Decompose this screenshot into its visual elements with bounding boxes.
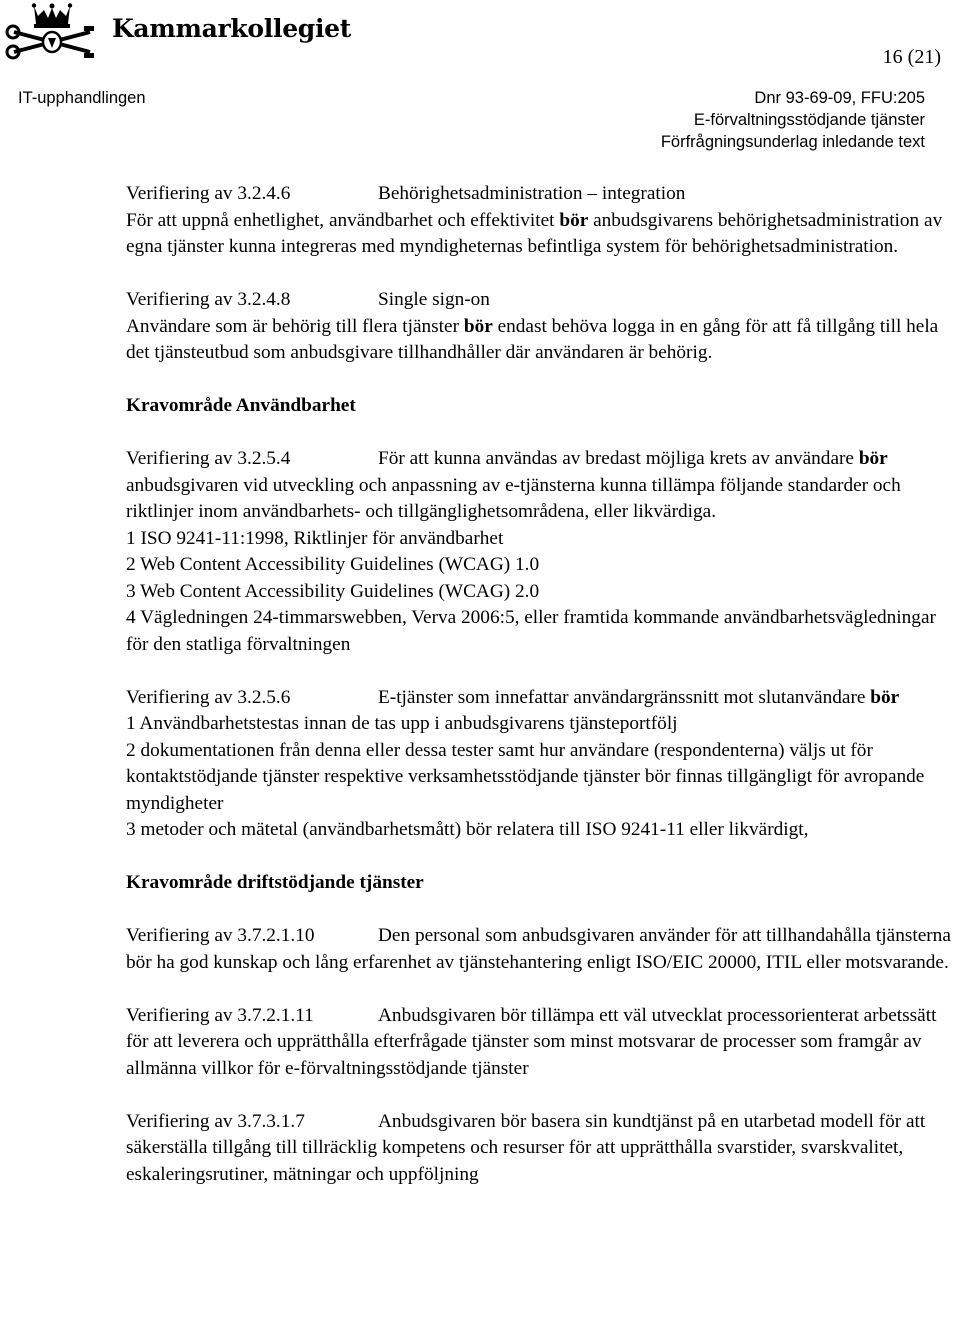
requirement-text: endast behöva logga in en gång för att få tillgång till hela det tjänsteutbud som anbudsgivare tillhandhåller där användaren är behörig. [126, 315, 939, 363]
emphasis-bor: bör [559, 209, 589, 231]
verification-ref: Verifiering av 3.7.2.1.11 [126, 1004, 314, 1026]
requirement-text: anbudsgivaren vid utveckling och anpassning av e-tjänsterna kunna tillämpa följande standarder och riktlinjer inom användbarhets- och tillgänglighetsområdena, eller likvärdiga. [126, 474, 901, 522]
verification-ref: Verifiering av 3.7.3.1.7 [126, 1110, 305, 1132]
requirement-3-2-4-6 [126, 181, 956, 261]
requirement-text: För att kunna användas av bredast möjliga krets av användare [378, 448, 859, 469]
requirement-text: Den personal som anbudsgivaren använder för att tillhandahålla tjänsterna bör ha god kunskap och lång erfarenhet av tjänstehantering enligt ISO/EIC 20000, ITIL eller motsvarande. [126, 925, 951, 973]
requirement-text: anbudsgivarens behörighetsadministration av egna tjänster kunna integreras med myndigheternas befintliga system för behörighetsadministration. [126, 209, 943, 257]
requirement-3-2-5-6 [126, 685, 956, 712]
emphasis-bor: bör [870, 686, 900, 708]
list-item: 3 Web Content Accessibility Guidelines (WCAG) 2.0 [126, 580, 540, 602]
list-item: 1 Användbarhetstestas innan de tas upp i anbudsgivarens tjänsteportfölj [126, 713, 678, 734]
list-item: 2 Web Content Accessibility Guidelines (WCAG) 1.0 [126, 554, 540, 575]
verification-ref: Verifiering av 3.2.4.6 [126, 183, 291, 204]
requirement-3-7-2-1-11 [126, 1003, 956, 1083]
requirement-3-7-3-1-7 [126, 1109, 956, 1189]
list-item: 2 dokumentationen från denna eller dessa tester samt hur användare (respondenterna) väljs ut för kontaktstödjande tjänster respektive verksamhetsstödjande tjänster bör finnas tillgängligt för avropande myndigheter [126, 739, 925, 814]
requirement-3-2-5-4 [126, 446, 956, 526]
header-subject: E-förvaltningsstödjande tjänster [693, 111, 925, 129]
emphasis-bor: bör [463, 315, 493, 337]
requirement-3-7-2-1-10 [126, 923, 956, 976]
organization-logo [4, 2, 352, 64]
section-heading-driftstodjande: Kravområde driftstödjande tjänster [126, 872, 424, 893]
list-item: 3 metoder och mätetal (användbarhetsmått) bör relatera till ISO 9241-11 eller likvärdigt, [126, 819, 809, 840]
requirement-heading: Single sign-on [378, 289, 490, 310]
header-dnr: Dnr 93-69-09, FFU:205 [754, 89, 925, 107]
verification-ref: Verifiering av 3.7.2.1.10 [126, 925, 315, 946]
header-left-title: IT-upphandlingen [18, 89, 146, 107]
crown-emblem-icon [4, 2, 104, 64]
verification-ref: Verifiering av 3.2.4.8 [126, 289, 291, 310]
requirement-text: E-tjänster som innefattar användargränssnitt mot slutanvändare [378, 686, 871, 708]
requirement-text: Anbudsgivaren bör basera sin kundtjänst på en utarbetad modell för att säkerställa tillgång till tillräcklig kompetens och resurser för att upprätthålla svarstider, svarskvalitet, eskaleringsrutiner, mätningar och uppföljning [126, 1110, 926, 1185]
requirement-heading: Behörighetsadministration – integration [378, 183, 686, 204]
requirement-text: Anbudsgivaren bör tillämpa ett väl utvecklat processorienterat arbetssätt för att leverera och upprätthålla efterfrågade tjänster som minst motsvarar de processer som framgår av allmänna villkor för e-förvaltningsstödjande tjänster [126, 1004, 937, 1079]
list-item: 4 Vägledningen 24-timmarswebben, Verva 2006:5, eller framtida kommande användbarhetsvägledningar för den statliga förvaltningen [126, 607, 936, 655]
section-heading-anvandbarhet: Kravområde Användbarhet [126, 395, 356, 416]
document-body [126, 181, 956, 1188]
verification-ref: Verifiering av 3.2.5.6 [126, 686, 291, 708]
requirement-3-2-4-8 [126, 287, 956, 367]
organization-name: Kammarkollegiet [112, 14, 352, 43]
page-number: 16 (21) [882, 46, 941, 68]
requirement-text: Användare som är behörig till flera tjänster [126, 315, 464, 337]
list-item: 1 ISO 9241-11:1998, Riktlinjer för användbarhet [126, 527, 504, 549]
header-doc-type: Förfrågningsunderlag inledande text [660, 133, 925, 151]
verification-ref: Verifiering av 3.2.5.4 [126, 448, 291, 469]
emphasis-bor: bör [858, 448, 888, 469]
requirement-text: För att uppnå enhetlighet, användbarhet och effektivitet [126, 209, 560, 231]
